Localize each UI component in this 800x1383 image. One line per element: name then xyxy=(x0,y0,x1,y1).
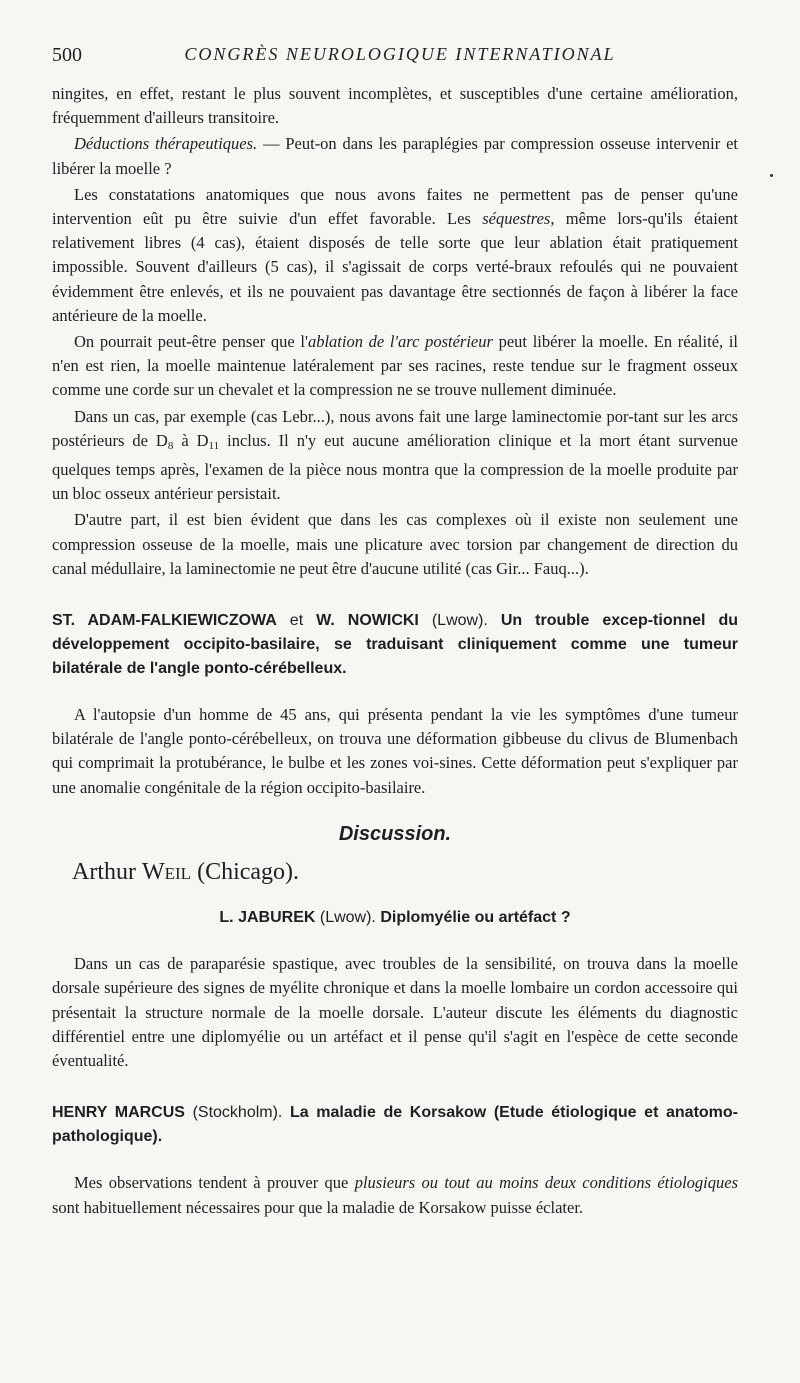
ablation-text-b: peut libérer la moelle. En réalité, il n'en est rien, la moelle maintenue latéralement par ses racines, reste tendue sur le fragment osseux comme une corde sur un chevalet et la compression ne se trouve nullement diminuée. xyxy=(52,332,738,400)
page-body xyxy=(52,82,738,1220)
margin-mark xyxy=(770,174,773,177)
paragraph-complex-cases: D'autre part, il est bien évident que dans les cas complexes où il existe non seulement une compression osseuse de la moelle, mais une plicature avec torsion par changement de direction du canal médullaire, la laminectomie ne peut être d'aucune utilité (cas Gir... Fauq...). xyxy=(52,510,738,578)
adam-abstract: A l'autopsie d'un homme de 45 ans, qui présenta pendant la vie les symptômes d'une tumeur bilatérale de l'angle ponto-cérébelleux, on trouva une déformation gibbeuse du clivus de Blumenbach qui comprimait la protubérance, le bulbe et les zones voi-sines. Cette déformation peut s'expliquer par une anomalie congénitale de la région occipito-basilaire. xyxy=(52,705,738,797)
marcus-emphasis: plusieurs ou tout au moins deux conditions étiologiques xyxy=(354,1173,739,1193)
anatomical-text-a: Les constatations anatomiques que nous avons faites ne permettent pas de penser qu'une intervention eût pu être suivie d'un effet favorable. Les xyxy=(52,184,738,229)
adam-author-2: W. NOWICKI xyxy=(316,612,419,630)
page-number: 500 xyxy=(52,44,82,66)
paragraph-therapeutic xyxy=(52,132,738,180)
jaburek-title-block xyxy=(52,906,738,930)
adam-place: (Lwow). xyxy=(418,612,501,630)
jaburek-author: L. JABUREK xyxy=(219,909,316,927)
subscript-d11: 11 xyxy=(208,439,220,452)
subscript-d8: 8 xyxy=(167,439,174,452)
anatomical-emphasis: séquestres xyxy=(482,209,551,229)
marcus-title-block xyxy=(52,1101,738,1149)
page-header xyxy=(52,44,748,74)
paragraph-continuation: ningites, en effet, restant le plus souvent incomplètes, et susceptibles d'une certaine amélioration, fréquemment d'ailleurs transitoire. xyxy=(52,84,738,128)
therapeutic-text: — Peut-on dans les paraplégies par compression osseuse intervenir et libérer la moelle ? xyxy=(52,134,738,178)
adam-author-1: ST. ADAM-FALKIEWICZOWA xyxy=(52,612,277,630)
marcus-author: HENRY MARCUS xyxy=(52,1104,185,1122)
marcus-text-a: Mes observations tendent à prouver que xyxy=(74,1173,355,1193)
adam-and: et xyxy=(276,612,317,630)
marcus-title: La maladie de Korsakow (Etude étiologique et anatomo-pathologique). xyxy=(52,1104,739,1146)
ablation-text-a: On pourrait peut-être penser que l' xyxy=(74,332,308,352)
speaker-place: (Chicago). xyxy=(191,859,300,886)
discussion-heading: Discussion. xyxy=(338,822,452,845)
speaker-last-name: Weil xyxy=(141,859,192,886)
marcus-place: (Stockholm). xyxy=(184,1104,290,1122)
paragraph-anatomical xyxy=(52,183,738,328)
ablation-emphasis: ablation de l'arc postérieur xyxy=(307,332,493,352)
running-title: CONGRÈS NEUROLOGIQUE INTERNATIONAL xyxy=(184,44,616,64)
marcus-text-b: sont habituellement nécessaires pour que la maladie de Korsakow puisse éclater. xyxy=(52,1197,584,1217)
laminectomy-text-mid: à D xyxy=(173,430,209,450)
jaburek-title: Diplomyélie ou artéfact ? xyxy=(380,909,571,927)
adam-title-block xyxy=(52,609,738,681)
anatomical-text-b: , même lors-qu'ils étaient relativement libres (4 cas), étaient disposés de telle sorte que leur ablation était pratiquement impossible. Souvent d'ailleurs (5 cas), il s'agissait de corps verté-braux refoulés qui ne pouvaient évidemment être enlevés, et ils ne pouvaient pas davantage être sectionnés de façon à libérer la face antérieure de la moelle. xyxy=(52,209,738,325)
jaburek-abstract: Dans un cas de paraparésie spastique, avec troubles de la sensibilité, on trouva dans la moelle dorsale supérieure des signes de myélite chronique et dans la moelle lombaire un cordon accessoire qui présentait la structure normale de la moelle dorsale. L'auteur discute les éléments du diagnostic différentiel entre une diplomyélie ou un artéfact et il pense qu'il s'agit en l'espèce de cette seconde éventualité. xyxy=(52,954,738,1071)
paragraph-laminectomy xyxy=(52,405,738,507)
marcus-abstract xyxy=(52,1171,738,1219)
speaker-first-name: Arthur xyxy=(72,859,142,886)
paragraph-ablation xyxy=(52,330,738,403)
therapeutic-lead: Déductions thérapeutiques. xyxy=(74,134,258,154)
adam-title: Un trouble excep-tionnel du développement occipito-basilaire, se traduisant cliniquement comme une tumeur bilatérale de l'angle ponto-cérébelleux. xyxy=(52,612,739,678)
laminectomy-text-a: Dans un cas, par exemple (cas Lebr...), nous avons fait une large laminectomie por-tant sur les arcs postérieurs de D xyxy=(52,406,738,450)
discussion-speaker xyxy=(72,860,738,884)
jaburek-place: (Lwow). xyxy=(315,909,381,927)
laminectomy-text-b: inclus. Il n'y eut aucune amélioration clinique et la mort étant survenue quelques temps après, l'examen de la pièce nous montra que la compression de la moelle produite par un bloc osseux antérieur persistait. xyxy=(52,430,738,504)
